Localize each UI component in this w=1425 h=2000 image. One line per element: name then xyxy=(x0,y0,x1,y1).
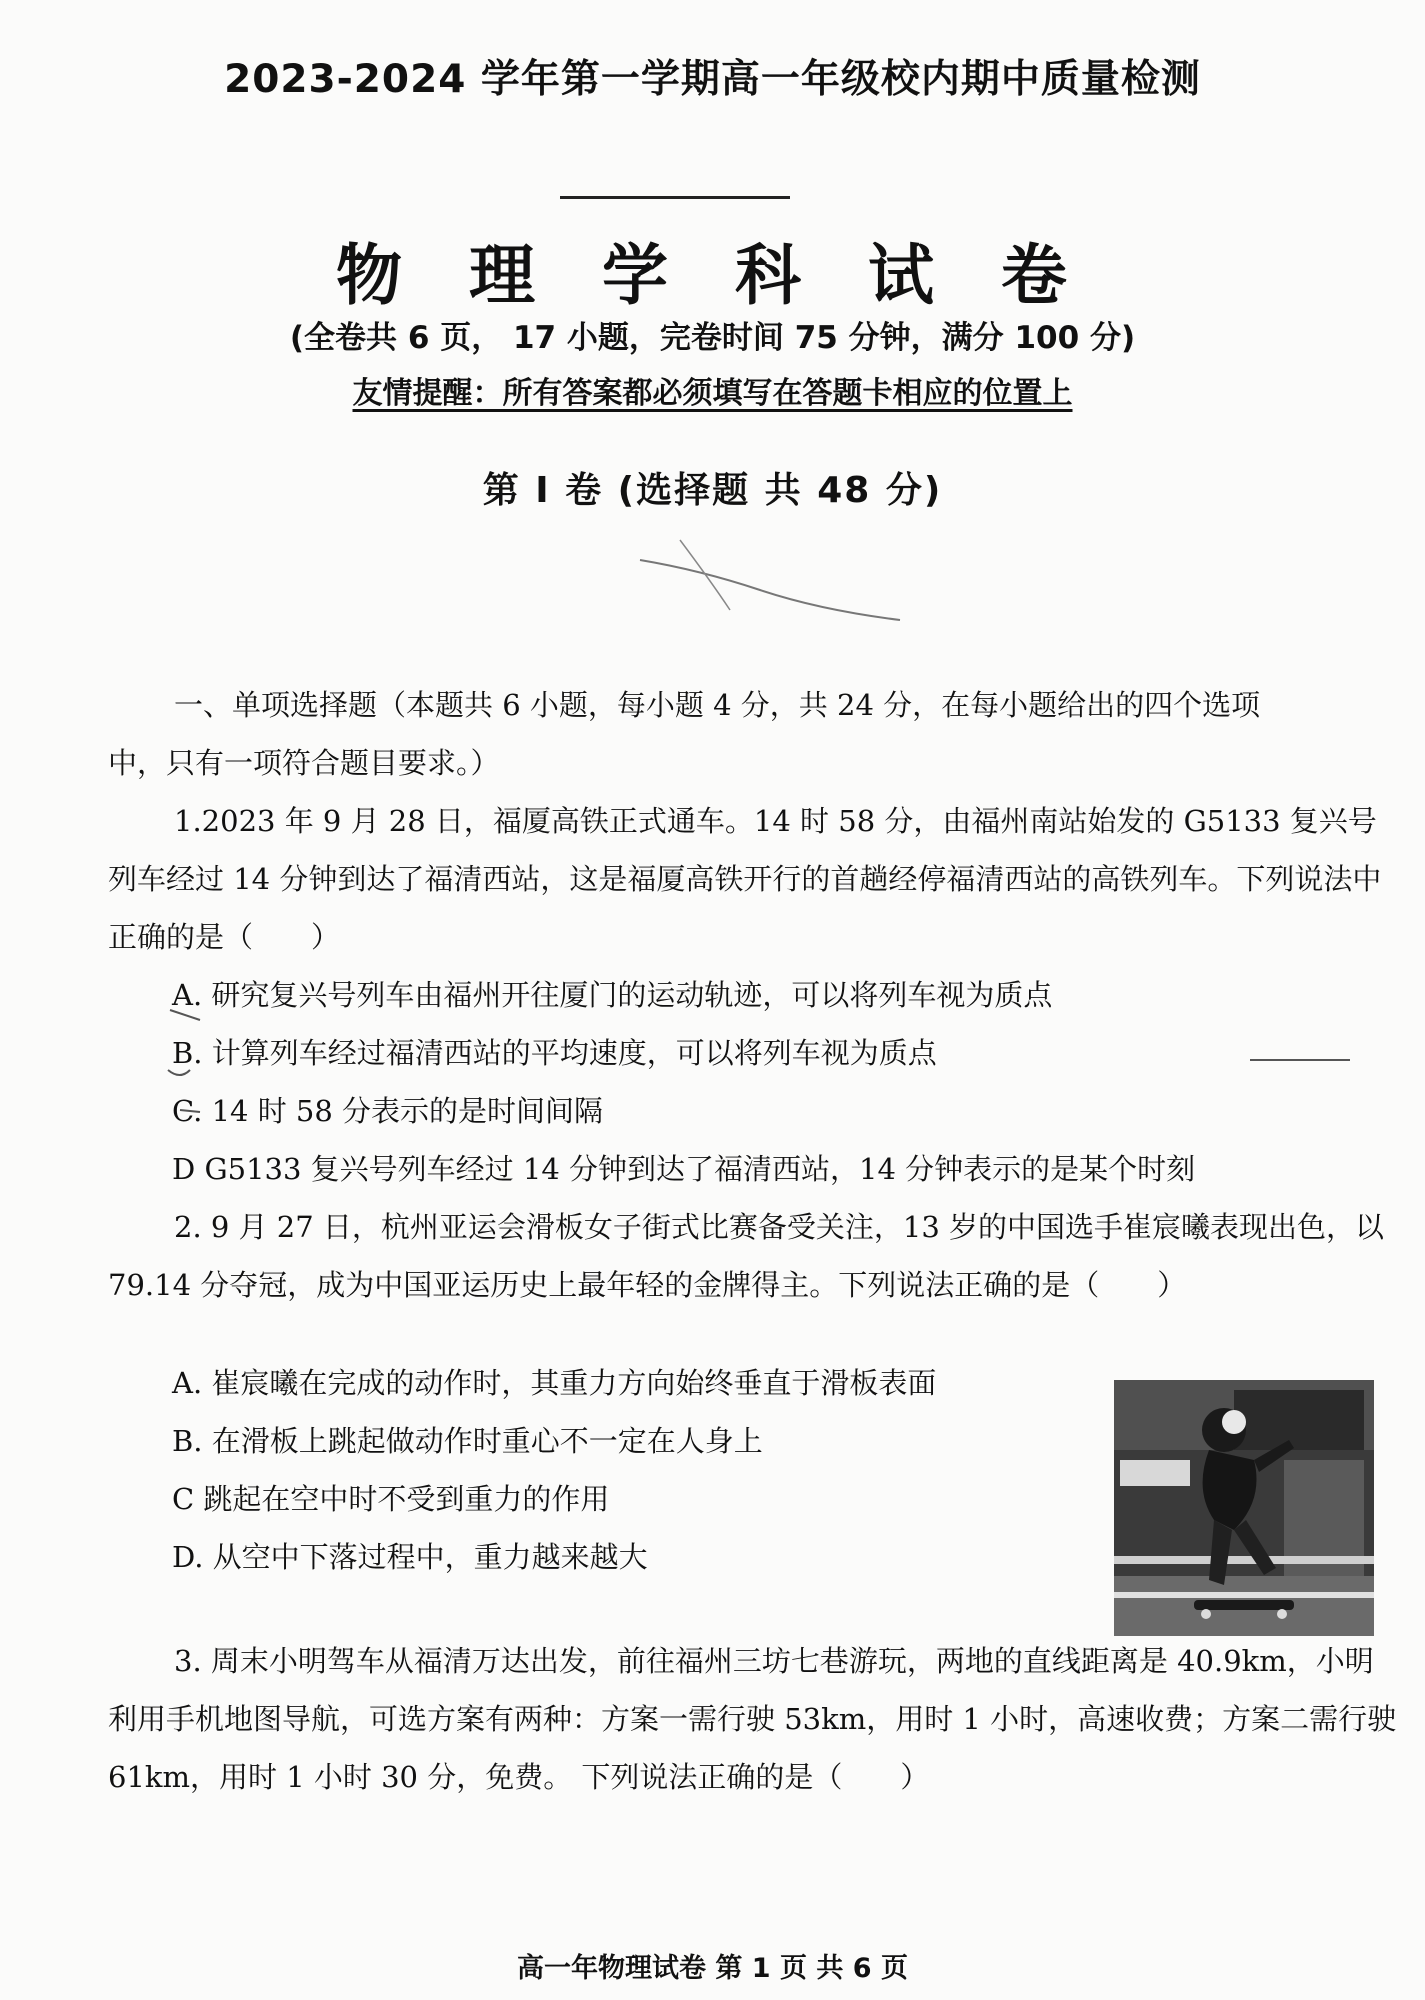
exam-info: (全卷共 6 页， 17 小题，完卷时间 75 分钟，满分 100 分) xyxy=(289,320,1136,356)
question-1-option-a: A. 研究复兴号列车由福州开往厦门的运动轨迹，可以将列车视为质点 xyxy=(172,978,1053,1012)
pencil-scribble xyxy=(620,520,920,640)
question-2-option-c: C 跳起在空中时不受到重力的作用 xyxy=(172,1482,610,1516)
questions-body xyxy=(108,676,1398,1806)
question-3-stem: 3. 周末小明驾车从福清万达出发，前往福州三坊七巷游玩，两地的直线距离是 40.9km，小明利用手机地图导航，可选方案有两种：方案一需行驶 53km，用时 1 小时，高速收费；方案二需行驶 61km，用时 1 小时 30 分，免费。 下列说法正确的是（ ） xyxy=(108,1644,1397,1794)
skateboarder-illustration xyxy=(1114,1380,1374,1636)
reminder-notice xyxy=(0,368,1425,412)
exam-title: 物 理 学 科 试 卷 xyxy=(336,237,1089,314)
header-divider xyxy=(560,196,790,199)
section1-intro-line2: 中，只有一项符合题目要求。） xyxy=(108,746,500,780)
question-1-option-b: B. 计算列车经过福清西站的平均速度，可以将列车视为质点 xyxy=(172,1036,937,1070)
section1-intro-line1: 一、单项选择题（本题共 6 小题，每小题 4 分，共 24 分，在每小题给出的四个选项 xyxy=(174,688,1261,722)
question-1-option-c: C. 14 时 58 分表示的是时间间隔 xyxy=(172,1094,604,1128)
question-1-option-d: D G5133 复兴号列车经过 14 分钟到达了福清西站，14 分钟表示的是某个时刻 xyxy=(172,1152,1196,1186)
question-2-option-d: D. 从空中下落过程中，重力越来越大 xyxy=(172,1540,648,1574)
question-2-stem: 2. 9 月 27 日，杭州亚运会滑板女子街式比赛备受关注，13 岁的中国选手崔宸曦表现出色，以 79.14 分夺冠，成为中国亚运历史上最年轻的金牌得主。下列说法正确的是（ ） xyxy=(108,1210,1385,1302)
skateboarder-photo xyxy=(1114,1380,1374,1636)
question-2-option-b: B. 在滑板上跳起做动作时重心不一定在人身上 xyxy=(172,1424,763,1458)
part-title: 第 I 卷 (选择题 共 48 分) xyxy=(482,470,943,511)
reminder-text: 友情提醒：所有答案都必须填写在答题卡相应的位置上 xyxy=(352,376,1073,411)
exam-header: 2023-2024 学年第一学期高一年级校内期中质量检测 xyxy=(224,57,1201,102)
question-2-option-a: A. 崔宸曦在完成的动作时，其重力方向始终垂直于滑板表面 xyxy=(172,1366,937,1400)
question-1-stem: 1.2023 年 9 月 28 日，福厦高铁正式通车。14 时 58 分，由福州南站始发的 G5133 复兴号列车经过 14 分钟到达了福清西站，这是福厦高铁开行的首趟经停福清西站的高铁列车。下列说法中正确的是（ ） xyxy=(108,804,1382,954)
page-footer: 高一年物理试卷 第 1 页 共 6 页 xyxy=(517,1953,908,1984)
